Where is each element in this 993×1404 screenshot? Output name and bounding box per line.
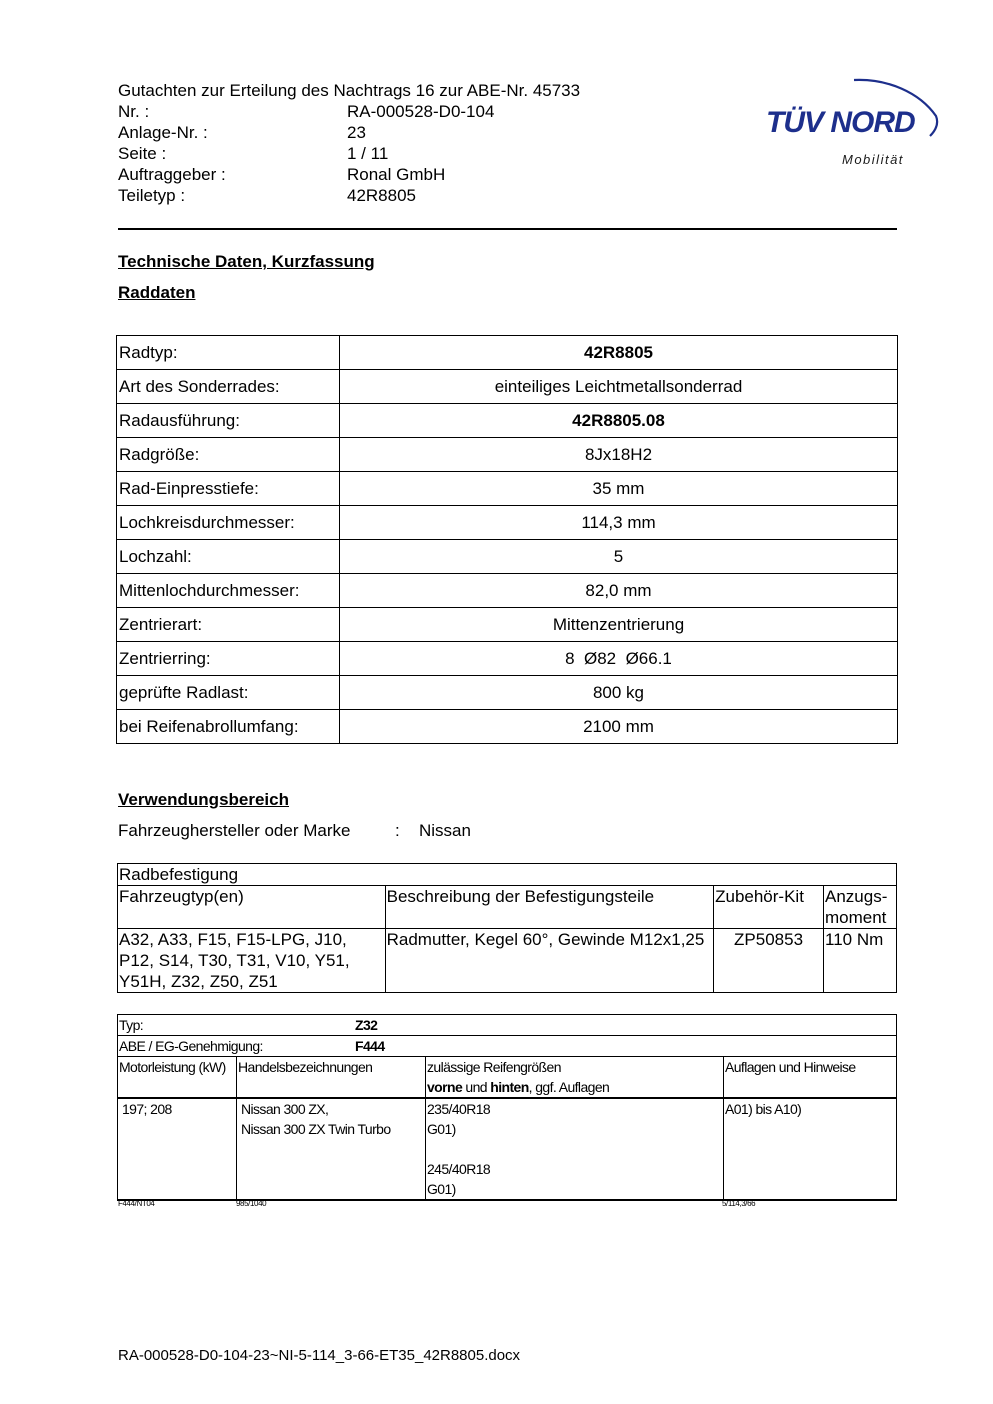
row-value: 800 kg bbox=[340, 676, 898, 710]
row-label: Radgröße: bbox=[117, 438, 340, 472]
column-header: Beschreibung der Befestigungsteile bbox=[385, 886, 713, 929]
table-row bbox=[117, 438, 898, 472]
table-header-row bbox=[118, 886, 897, 929]
table-row bbox=[117, 608, 898, 642]
column-header: Auflagen und Hinweise bbox=[724, 1057, 897, 1099]
handel-line: Nissan 300 ZX, bbox=[241, 1101, 329, 1117]
reifen-line: 245/40R18 bbox=[427, 1161, 491, 1177]
row-label: Mittenlochdurchmesser: bbox=[117, 574, 340, 608]
row-label: Zentrierring: bbox=[117, 642, 340, 676]
table-row bbox=[118, 1036, 897, 1057]
table-row bbox=[117, 574, 898, 608]
column-header: Motorleistung (kW) bbox=[118, 1057, 237, 1099]
row-value: 5 bbox=[340, 540, 898, 574]
header-value: 23 bbox=[347, 123, 366, 142]
row-value: 42R8805 bbox=[340, 336, 898, 370]
reifen-line: G01) bbox=[427, 1121, 456, 1137]
motor-cell: 197; 208 bbox=[118, 1098, 237, 1200]
section-title-tech: Technische Daten, Kurzfassung bbox=[118, 252, 375, 271]
row-label: Radtyp: bbox=[117, 336, 340, 370]
reifen-und: und bbox=[462, 1079, 491, 1095]
table-row bbox=[118, 1015, 897, 1036]
table-row bbox=[118, 1098, 897, 1200]
table-row bbox=[117, 506, 898, 540]
typ-table bbox=[117, 1014, 897, 1201]
tuev-nord-logo bbox=[766, 58, 946, 173]
reifen-rest: , ggf. Auflagen bbox=[528, 1079, 610, 1095]
section-title-verwendung: Verwendungsbereich bbox=[118, 790, 289, 809]
table-row bbox=[117, 642, 898, 676]
table-row bbox=[118, 929, 897, 993]
auflagen-cell: A01) bis A10) bbox=[724, 1098, 897, 1200]
handel-cell bbox=[237, 1098, 426, 1200]
report-title: Gutachten zur Erteilung des Nachtrags 16 zur ABE-Nr. 45733 bbox=[118, 81, 581, 100]
footer-code-left: F444/NT04 bbox=[118, 1199, 155, 1208]
row-value: 82,0 mm bbox=[340, 574, 898, 608]
header-row-auftraggeber bbox=[118, 164, 580, 185]
table-row bbox=[117, 676, 898, 710]
footer-code-right: 5/114,3/66 bbox=[722, 1199, 756, 1208]
row-value: 8Jx18H2 bbox=[340, 438, 898, 472]
reifen-vorne: vorne bbox=[427, 1079, 463, 1095]
table-row bbox=[117, 404, 898, 438]
header-row-seite bbox=[118, 143, 580, 164]
header-label: Seite : bbox=[118, 144, 167, 163]
row-label: Rad-Einpresstiefe: bbox=[117, 472, 340, 506]
table-row bbox=[117, 336, 898, 370]
table-title: Radbefestigung bbox=[118, 864, 897, 886]
header-value: Ronal GmbH bbox=[347, 165, 446, 184]
table-cell: A32, A33, F15, F15-LPG, J10, P12, S14, T30, T31, V10, Y51, Y51H, Z32, Z50, Z51 bbox=[118, 929, 386, 993]
report-header bbox=[118, 80, 580, 206]
hersteller-separator: : bbox=[395, 821, 400, 840]
table-cell: 110 Nm bbox=[824, 929, 897, 993]
handel-line: Nissan 300 ZX Twin Turbo bbox=[241, 1121, 391, 1137]
header-row-anlage bbox=[118, 122, 580, 143]
row-value: 2100 mm bbox=[340, 710, 898, 744]
hersteller-value: Nissan bbox=[419, 821, 471, 840]
abe-value: F444 bbox=[355, 1038, 385, 1054]
header-value: 1 / 11 bbox=[347, 144, 389, 163]
typ-row bbox=[118, 1015, 897, 1036]
radbefestigung-table bbox=[117, 863, 897, 993]
table-cell: ZP50853 bbox=[714, 929, 824, 993]
document-filename: RA-000528-D0-104-23~NI-5-114_3-66-ET35_42R8805.docx bbox=[118, 1347, 521, 1364]
row-label: Lochzahl: bbox=[117, 540, 340, 574]
row-label: bei Reifenabrollumfang: bbox=[117, 710, 340, 744]
header-value: RA-000528-D0-104 bbox=[347, 102, 495, 121]
row-label: Art des Sonderrades: bbox=[117, 370, 340, 404]
logo-subtitle: Mobilität bbox=[842, 152, 904, 167]
abe-row bbox=[118, 1036, 897, 1057]
abe-label: ABE / EG-Genehmigung: bbox=[119, 1038, 263, 1054]
table-header-row bbox=[118, 1057, 897, 1099]
raddaten-table bbox=[116, 335, 898, 744]
logo-wordmark: TÜV NORD bbox=[766, 106, 915, 139]
table-row bbox=[117, 710, 898, 744]
row-label: Radausführung: bbox=[117, 404, 340, 438]
section-title-raddaten: Raddaten bbox=[118, 283, 196, 302]
typ-label: Typ: bbox=[119, 1017, 144, 1033]
column-header: Fahrzeugtyp(en) bbox=[118, 886, 386, 929]
table-row bbox=[118, 864, 897, 886]
row-value: 35 mm bbox=[340, 472, 898, 506]
row-value: 114,3 mm bbox=[340, 506, 898, 540]
table-row bbox=[117, 540, 898, 574]
reifen-cell bbox=[426, 1098, 724, 1200]
header-label: Nr. : bbox=[118, 102, 150, 121]
reifen-hinten: hinten bbox=[490, 1079, 529, 1095]
typ-value: Z32 bbox=[355, 1017, 378, 1033]
reifen-line: 235/40R18 bbox=[427, 1101, 491, 1117]
header-row-nr bbox=[118, 101, 580, 122]
column-header: Handelsbezeichnungen bbox=[237, 1057, 426, 1099]
row-value: einteiliges Leichtmetallsonderrad bbox=[340, 370, 898, 404]
row-label: geprüfte Radlast: bbox=[117, 676, 340, 710]
reifen-spacer bbox=[427, 1139, 722, 1159]
table-row bbox=[117, 370, 898, 404]
header-label: Auftraggeber : bbox=[118, 165, 226, 184]
column-header bbox=[426, 1057, 724, 1099]
header-label: Teiletyp : bbox=[118, 186, 186, 205]
header-row-teiletyp bbox=[118, 185, 580, 206]
reifen-header-line1: zulässige Reifengrößen bbox=[427, 1059, 561, 1075]
reifen-header-line2 bbox=[427, 1077, 722, 1097]
header-value: 42R8805 bbox=[347, 186, 417, 205]
column-header: Zubehör-Kit bbox=[714, 886, 824, 929]
hersteller-label: Fahrzeughersteller oder Marke bbox=[118, 821, 351, 840]
row-value: 8 Ø82 Ø66.1 bbox=[340, 642, 898, 676]
reifen-line: G01) bbox=[427, 1181, 456, 1197]
table-row bbox=[117, 472, 898, 506]
header-divider bbox=[118, 228, 897, 230]
footer-code-mid: 985/1040 bbox=[236, 1199, 267, 1208]
table-cell: Radmutter, Kegel 60°, Gewinde M12x1,25 bbox=[385, 929, 713, 993]
row-label: Lochkreisdurchmesser: bbox=[117, 506, 340, 540]
column-header: Anzugs-moment bbox=[824, 886, 897, 929]
row-value: Mittenzentrierung bbox=[340, 608, 898, 642]
row-value: 42R8805.08 bbox=[340, 404, 898, 438]
row-label: Zentrierart: bbox=[117, 608, 340, 642]
header-label: Anlage-Nr. : bbox=[118, 123, 208, 142]
